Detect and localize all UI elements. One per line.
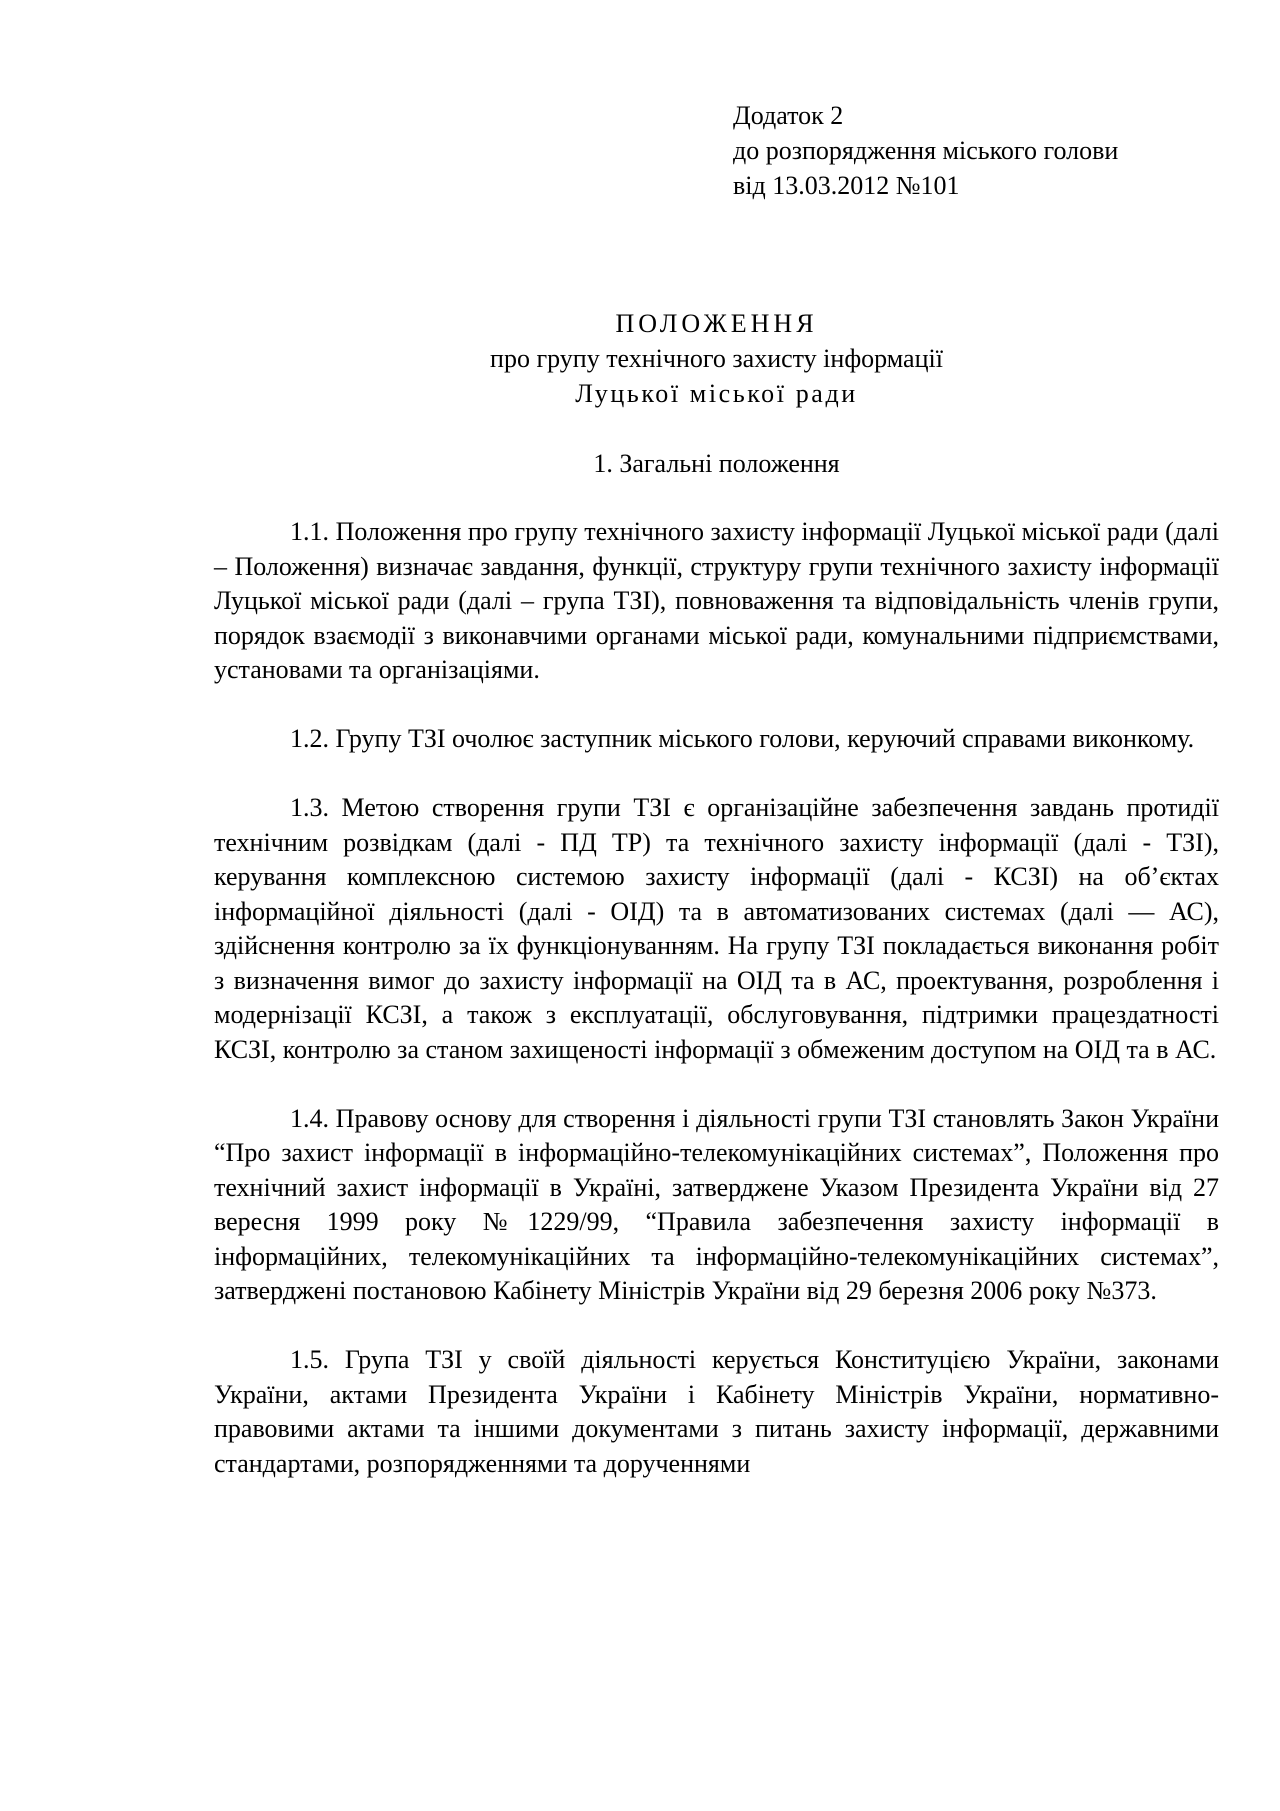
appendix-order-reference: до розпорядження міського голови xyxy=(733,136,1119,165)
paragraph-1-3: 1.3. Метою створення групи ТЗІ є організаційне забезпечення завдань протидії технічним розвідкам (далі - ПД ТР) та технічного захисту інформації (далі - ТЗІ), керування комплексною системою захисту інформації (далі - КСЗІ) на об’єктах інформаційної діяльності (далі - ОІД) та в автоматизованих системах (далі — АС), здійснення контролю за їх функціонуванням. На групу ТЗІ покладається виконання робіт з визначення вимог до захисту інформації на ОІД та в АС, проектування, розроблення і модернізації КСЗІ, а також з експлуатації, обслуговування, підтримки працездатності КСЗІ, контролю за станом захищеності інформації з обмеженим доступом на ОІД та в АС. xyxy=(214,793,1219,1064)
section-heading: 1. Загальні положення xyxy=(593,449,840,478)
document-subtitle: про групу технічного захисту інформації xyxy=(490,344,943,373)
appendix-reference xyxy=(733,98,1118,203)
paragraph-1-2: 1.2. Групу ТЗІ очолює заступник міського голови, керуючий справами виконкому. xyxy=(290,724,1195,753)
document-title: ПОЛОЖЕННЯ xyxy=(615,309,818,338)
paragraph-1-4: 1.4. Правову основу для створення і діяльності групи ТЗІ становлять Закон України “Про захист інформації в інформаційно-телекомунікаційних системах”, Положення про технічний захист інформації в Україні, затверджене Указом Президента України від 27 вересня 1999 року №1229/99, “Правила забезпечення захисту інформації в інформаційних, телекомунікаційних та інформаційно-телекомунікаційних системах”, затверджені постановою Кабінету Міністрів України від 29 березня 2006 року №373. xyxy=(214,1103,1219,1305)
appendix-number: Додаток 2 xyxy=(733,101,844,130)
document-organization: Луцької міської ради xyxy=(575,379,858,408)
section-body xyxy=(214,515,1219,1516)
document-title-block xyxy=(214,306,1219,411)
paragraph-1-1: 1.1. Положення про групу технічного захисту інформації Луцької міської ради (далі – Положення) визначає завдання, функції, структуру групи технічного захисту інформації Луцької міської ради (далі – група ТЗІ), повноваження та відповідальність членів групи, порядок взаємодії з виконавчими органами міської ради, комунальними підприємствами, установами та організаціями. xyxy=(214,517,1219,684)
paragraph-1-5: 1.5. Група ТЗІ у своїй діяльності керується Конституцією України, законами України, актами Президента України і Кабінету Міністрів України, нормативно-правовими актами та іншими документами з питань захисту інформації, державними стандартами, розпорядженнями та дорученнями xyxy=(214,1345,1219,1478)
appendix-order-date: від 13.03.2012 №101 xyxy=(733,171,960,200)
